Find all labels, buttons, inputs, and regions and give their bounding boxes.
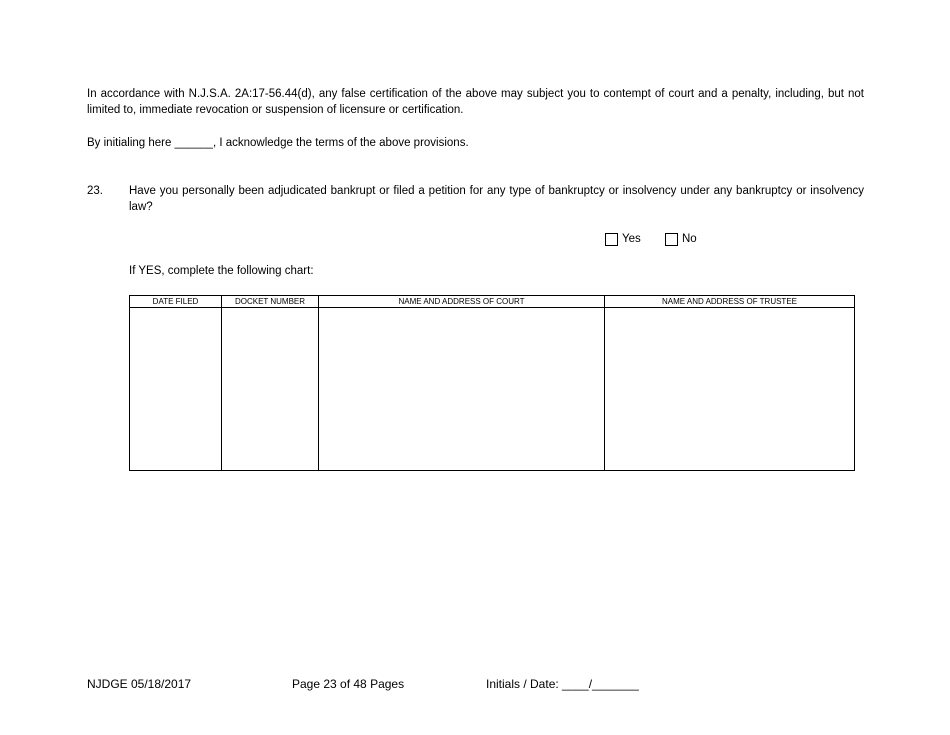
header-date-filed: DATE FILED (130, 296, 222, 308)
no-checkbox[interactable] (665, 233, 678, 246)
bankruptcy-table (129, 295, 855, 471)
yes-checkbox[interactable] (605, 233, 618, 246)
header-court: NAME AND ADDRESS OF COURT (319, 296, 605, 308)
footer-form-code: NJDGE 05/18/2017 (87, 677, 192, 691)
cell-date-filed[interactable] (130, 308, 222, 471)
certification-paragraph: In accordance with N.J.S.A. 2A:17-56.44(d), any false certification of the above may subject you to contempt of court and a penalty, including, but not limited to, immediate revocation or suspension of licensure or certification. (87, 88, 864, 116)
table-header-row (130, 296, 855, 308)
question-number: 23. (87, 185, 103, 197)
footer-initials-date: Initials / Date: ____/_______ (486, 677, 639, 691)
question-text: Have you personally been adjudicated bankrupt or filed a petition for any type of bankruptcy or insolvency under any bankruptcy or insolvency law? (129, 185, 864, 213)
acknowledgment-paragraph: By initialing here ______, I acknowledge the terms of the above provisions. (87, 137, 469, 149)
cell-trustee[interactable] (605, 308, 855, 471)
no-option[interactable] (665, 231, 697, 247)
cell-docket-number[interactable] (222, 308, 319, 471)
chart-instruction: If YES, complete the following chart: (129, 265, 314, 277)
yes-label: Yes (622, 233, 641, 245)
table-row (130, 308, 855, 471)
footer-page-number: Page 23 of 48 Pages (292, 677, 405, 691)
yes-option[interactable] (605, 231, 641, 247)
cell-court[interactable] (319, 308, 605, 471)
header-docket-number: DOCKET NUMBER (222, 296, 319, 308)
no-label: No (682, 233, 697, 245)
header-trustee: NAME AND ADDRESS OF TRUSTEE (605, 296, 855, 308)
